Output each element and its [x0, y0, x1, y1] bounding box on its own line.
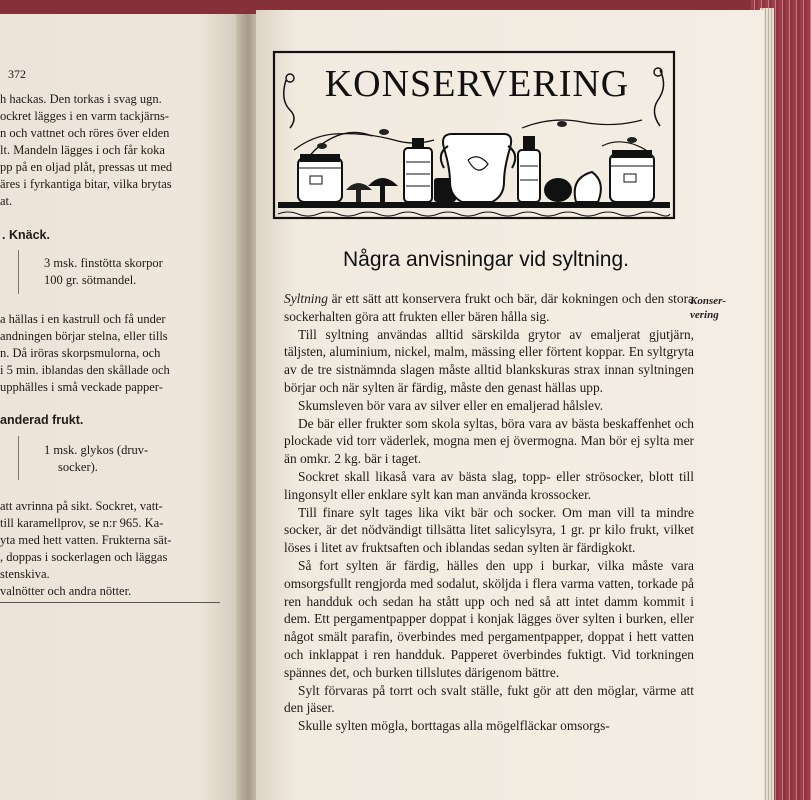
text-line: yta med hett vatten. Frukterna sät- — [0, 533, 172, 547]
text-line: stenskiva. — [0, 567, 50, 581]
paragraph: Skumsleven bör vara av silver eller en emaljerad hålslev. — [298, 397, 604, 413]
ingredient-bracket — [18, 250, 19, 294]
ingredient: socker). — [58, 460, 98, 474]
text-line: att avrinna på sikt. Sockret, vatt- — [0, 499, 163, 513]
left-text-block-a — [0, 91, 172, 210]
right-page — [256, 10, 764, 800]
text-line: at. — [0, 194, 13, 208]
recipe-title-knack: . Knäck. — [2, 228, 50, 242]
chapter-title: KONSERVERING — [324, 63, 630, 105]
text-line: pp på en oljad plåt, pressas ut med — [0, 160, 173, 174]
ingredient: 100 gr. sötmandel. — [44, 273, 137, 287]
paragraph: Skulle sylten mögla, borttagas alla mögelfläckar omsorgs- — [298, 718, 610, 734]
section-divider — [0, 602, 220, 603]
ingredient: 1 msk. glykos (druv- — [44, 443, 149, 457]
text-line: äres i fyrkantiga bitar, vilka brytas — [0, 177, 172, 191]
paragraph-lead-word: Syltning — [284, 291, 328, 306]
text-line: i 5 min. iblandas den skållade och — [0, 363, 170, 377]
chapter-header-illustration — [272, 50, 676, 220]
left-text-block-c — [0, 498, 171, 600]
page-number: 372 — [8, 67, 26, 81]
paragraph: Till finare sylt tages lika vikt bär och socker. Om man vill ta mindre socker, är det nödvändigt tillsätta litet salicylsyra, 1 gr. pr kilo frukt, vilket löses i litet av fruktsaften och iblandas sedan sylten är färdigkokt. — [284, 504, 694, 556]
paragraph: Syltning är ett sätt att konservera frukt och bär, där kokningen och den stora sockerhalten göra att frukten eller bären hålla sig. — [284, 291, 694, 324]
text-line: till karamellprov, se n:r 965. Ka- — [0, 516, 164, 530]
text-line: h hackas. Den torkas i svag ugn. — [0, 92, 162, 106]
left-page — [0, 14, 246, 800]
text-line: lt. Mandeln lägges i och får koka — [0, 143, 165, 157]
text-line: andningen börjar stelna, eller tills — [0, 329, 168, 343]
ingredient: 3 msk. finstötta skorpor — [44, 256, 163, 270]
recipe-bullet: . — [2, 228, 9, 242]
paragraph: Sylt förvaras på torrt och svalt ställe, fukt gör att den möglar, värme att den jäser. — [284, 682, 694, 716]
left-text-block-b — [0, 311, 170, 396]
text-line: upphälles i små veckade papper- — [0, 380, 163, 394]
text-line: ockret lägges i en varm tackjärns- — [0, 109, 170, 123]
margin-note-line: vering — [690, 309, 719, 321]
recipe-title-frukt: anderad frukt. — [0, 413, 84, 427]
paragraph: Sockret skall likaså vara av bästa slag, topp- eller strösocker, blott till lingonsylt eller enklare sylt kan man använda krossocker. — [284, 468, 694, 502]
ingredient-bracket — [18, 436, 19, 480]
margin-note-line: Konser- — [690, 295, 727, 307]
paragraph: Så fort sylten är färdig, hälles den upp i burkar, vilka måste vara omsorgsfullt rengjorda med sodalut, sköljda i flera varma vatten, torkade på ren handduk och sedan ha stått upp och ned så att intet damm kommit i dem. Ett pergamentpapper doppat i konjak lägges över sylten i burken, eller något smält parafin, överbindes med pergamentpapper, doppat i hett vatten och inklappat i ren handduk. Papperet överbindes fuktigt. Vid torkningen spännes det, och burken tillslutes därigenom bättre. — [284, 557, 694, 680]
text-line: n och vattnet och röres över elden — [0, 126, 170, 140]
section-heading: Några anvisningar vid syltning. — [343, 248, 629, 271]
paragraph: De bär eller frukter som skola syltas, böra vara av bästa beskaffenhet och plockade vid torr väderlek, mogna men ej övermogna. Man bör ej sylta mer än omkr. 2 kg. bär i taget. — [284, 415, 694, 467]
body-text — [284, 290, 694, 735]
text-line: n. Då iröras skorpsmulorna, och — [0, 346, 161, 360]
text-line: a hällas i en kastrull och få under — [0, 312, 166, 326]
paragraph: Till syltning användas alltid särskilda grytor av emaljerat gjutjärn, täljsten, aluminium, nickel, malm, mässing eller förtent koppar. En syltgryta av de tre sistnämnda slagen måste alltid blankskuras strax innan syltningen börjar och när sylten är färdig, måste den genast hällas upp. — [284, 326, 694, 395]
ingredient-list-2 — [44, 442, 148, 476]
text-line: valnötter och andra nötter. — [0, 584, 132, 598]
margin-note — [690, 294, 750, 322]
ingredient-list-1 — [44, 255, 163, 289]
text-line: , doppas i sockerlagen och läggas — [0, 550, 168, 564]
